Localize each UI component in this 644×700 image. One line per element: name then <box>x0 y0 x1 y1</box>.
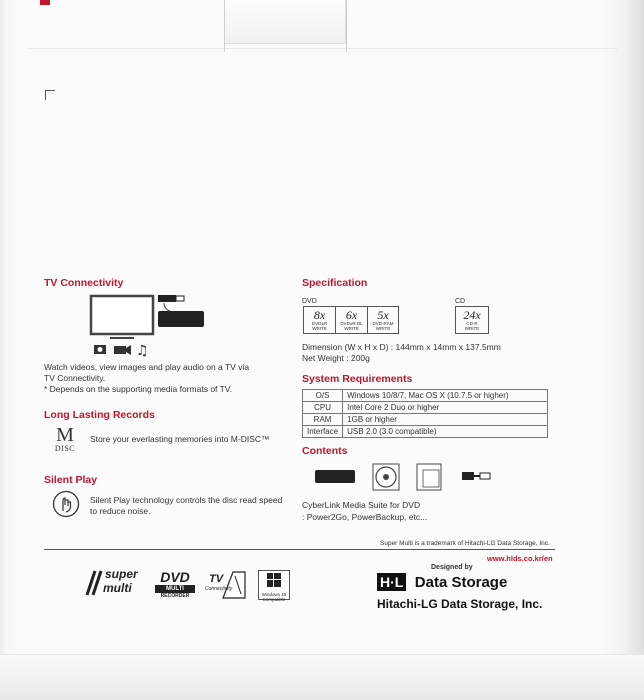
table-row <box>303 426 548 438</box>
contents-heading: Contents <box>302 445 348 457</box>
m-disc-logo-disc: DISC <box>54 444 76 453</box>
box-tab <box>224 0 346 44</box>
sysreq-key: O/S <box>303 390 343 402</box>
tab-edge-right <box>346 0 347 52</box>
silent-desc-line1: Silent Play technology controls the disc read speed <box>90 495 283 505</box>
tv-desc-line2: TV Connectivity. <box>44 373 106 383</box>
cd-speed-group <box>455 306 489 334</box>
bottom-band <box>0 654 644 700</box>
sysreq-value: USB 2.0 (3.0 compatible) <box>343 426 548 438</box>
tab-edge-left <box>224 0 225 52</box>
super-multi-stripes-icon <box>83 569 103 597</box>
multi-label: multi <box>103 581 132 595</box>
sysreq-key: CPU <box>303 402 343 414</box>
cd-speed: 24x <box>463 308 481 322</box>
dvd-speed: 8x <box>313 308 326 322</box>
tv-icon <box>91 296 153 334</box>
records-desc: Store your everlasting memories into M-DISC™ <box>90 434 270 444</box>
silent-heading: Silent Play <box>44 474 98 486</box>
m-disc-logo <box>50 426 80 453</box>
cd-speed-sub1: CD-R <box>466 321 478 326</box>
cd-speed-sub2: WRITE <box>464 326 480 331</box>
dvd-dl-speed-sub1: DVD±R DL <box>340 321 363 326</box>
tv-heading: TV Connectivity <box>44 277 124 289</box>
designed-by: Designed by <box>431 564 473 571</box>
dimension: Dimension (W x H x D) : 144mm x 14mm x 137.5mm <box>302 342 501 352</box>
tv-logo-text: TV <box>209 573 224 585</box>
sysreq-key: Interface <box>303 426 343 438</box>
dvd-speed-group <box>303 306 399 334</box>
records-heading: Long Lasting Records <box>44 409 155 421</box>
red-mark <box>40 0 50 5</box>
divider <box>44 549 555 550</box>
net-weight: Net Weight : 200g <box>302 353 370 363</box>
tv-logo-sub: Connectivity <box>205 586 233 592</box>
manual-icon <box>417 464 441 490</box>
table-row <box>303 414 548 426</box>
sysreq-key: RAM <box>303 414 343 426</box>
hlds-logo <box>377 573 507 592</box>
dvd-dl-speed-cell <box>335 306 367 334</box>
hl-mark: H·L <box>377 573 406 591</box>
drive-icon <box>158 311 204 327</box>
dvd-speed-sub2: WRITE <box>312 326 327 331</box>
silent-icon <box>52 490 80 518</box>
tv-desc-line1: Watch videos, view images and play audio on a TV via <box>44 362 250 372</box>
spec-heading: Specification <box>302 277 368 289</box>
sysreq-table <box>302 389 548 438</box>
dvd-dl-speed: 6x <box>345 308 358 322</box>
dvd-ram-speed-sub1: DVD-RAM <box>372 321 394 326</box>
dvd-ram-speed: 5x <box>377 308 389 322</box>
windows-sub: Compatible <box>262 597 286 602</box>
windows-label: Windows 10 <box>261 592 287 597</box>
cd-icon <box>373 464 399 490</box>
sysreq-value: Windows 10/8/7, Mac OS X (10.7.5 or higher) <box>343 390 548 402</box>
contents-line1: CyberLink Media Suite for DVD <box>302 500 421 510</box>
sysreq-value: 1GB or higher <box>343 414 548 426</box>
silent-desc-line2: to reduce noise. <box>90 506 151 516</box>
dvd-multi-logo <box>155 570 195 599</box>
dvd-recorder-label: RECORDER <box>160 593 190 599</box>
dvd-speed-sub1: DVD±R <box>311 321 328 326</box>
dvd-multi-label: MULTI <box>155 585 195 593</box>
flap-line <box>28 48 618 49</box>
m-disc-logo-m: M <box>56 424 74 446</box>
tv-note: * Depends on the supporting media formats of TV. <box>44 384 233 394</box>
dvd-logo-text: DVD <box>160 569 190 585</box>
music-icon: ♫ <box>136 343 149 359</box>
sysreq-heading: System Requirements <box>302 373 413 385</box>
cd-label: CD <box>455 298 466 305</box>
brand-name: Data Storage <box>414 574 508 591</box>
corner-mark <box>45 90 55 100</box>
usb-plug-icon <box>158 295 184 302</box>
sysreq-value: Intel Core 2 Duo or higher <box>343 402 548 414</box>
website-url: www.hlds.co.kr/en <box>487 554 553 563</box>
dvd-dl-speed-sub2: WRITE <box>344 326 359 331</box>
contents-icons <box>315 462 515 492</box>
dvd-ram-speed-cell <box>367 306 399 334</box>
drive-icon <box>315 470 355 483</box>
table-row <box>303 402 548 414</box>
windows-icon <box>267 573 281 587</box>
super-label: super <box>105 567 138 581</box>
usb-cable-icon <box>462 472 490 480</box>
dvd-label: DVD <box>302 298 317 305</box>
dvd-speed-cell <box>303 306 335 334</box>
table-row <box>303 390 548 402</box>
video-icon <box>114 346 126 354</box>
dvd-ram-speed-sub2: WRITE <box>375 326 391 331</box>
tv-illustration <box>88 293 223 361</box>
windows-logo <box>258 570 290 600</box>
contents-line2: : Power2Go, PowerBackup, etc... <box>302 512 428 522</box>
tv-connectivity-logo <box>205 570 247 605</box>
cd-speed-cell <box>455 306 489 334</box>
trademark-note: Super Multi is a trademark of Hitachi-LG Data Storage, Inc. <box>380 540 550 547</box>
company-name: Hitachi-LG Data Storage, Inc. <box>377 597 543 611</box>
